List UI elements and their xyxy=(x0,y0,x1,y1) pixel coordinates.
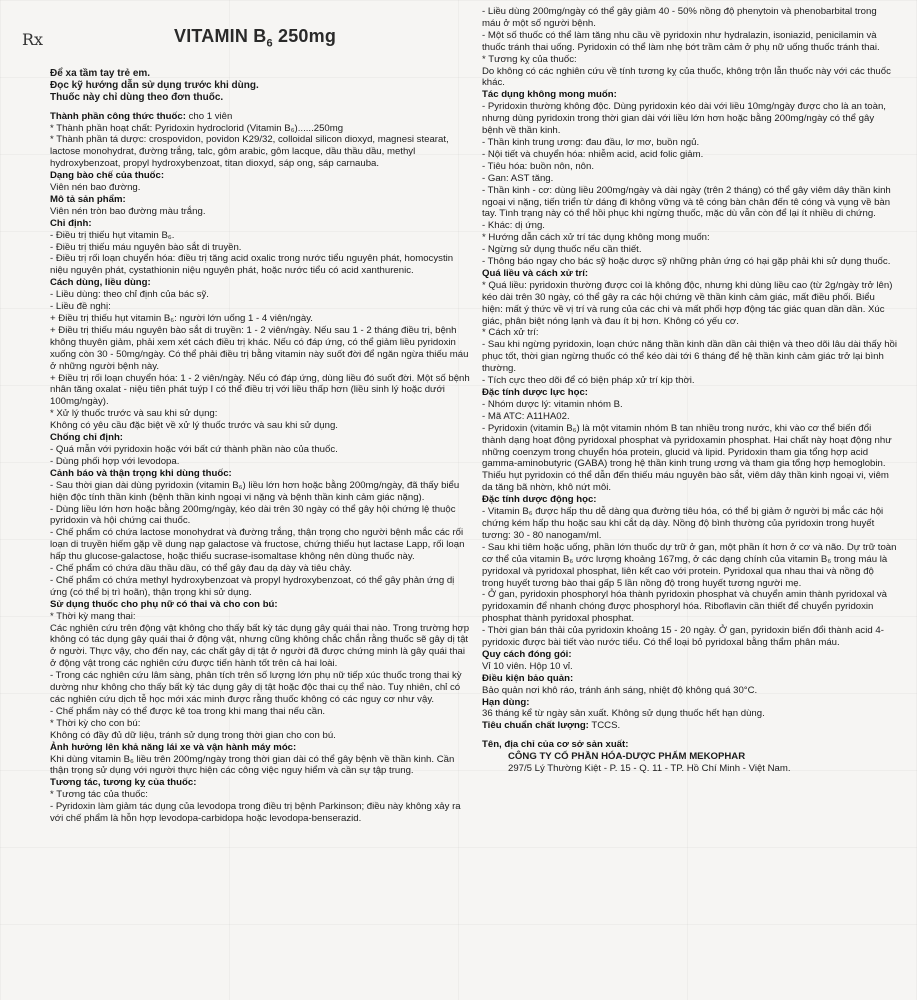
paragraph-text: * Thành phần tá dược: crospovidon, povidon K29/32, colloidal silicon dioxyd, magnesi stearat, lactose monohydrat, đường trắng, talc, gôm arabic, gôm lacque, dầu thầu dầu, methyl hydroxybenzoat, propyl hydroxybenzoat, titan dioxyd, sáp ong, sáp carnauba. xyxy=(50,134,449,170)
section-heading-text: Hạn dùng: xyxy=(482,696,530,708)
paragraph-text: - Tiêu hóa: buồn nôn, nôn. xyxy=(482,160,595,172)
paragraph-text: - Ở gan, pyridoxin phosphoryl hóa thành pyridoxin phosphat và chuyển amin thành pyridoxal và pyridoxamin để nhanh chóng được phosphoryl hóa. Riboflavin cần thiết để chuyển pyridoxin phosphat thành pyridoxal phosphat. xyxy=(482,589,888,625)
section-heading-text: Dạng bào chế của thuốc: xyxy=(50,170,165,182)
paragraph-text: + Điều trị rối loạn chuyển hóa: 1 - 2 viên/ngày. Nếu có đáp ứng, dùng liều đó suốt đời. Một số bệnh nhân tăng oxalat - niệu tiên phát tuýp I có thể điều trị với liều thấp hơn (liều sinh lý hoặc dưới 100mg/ngày). xyxy=(50,372,470,408)
paragraph-text: - Trong các nghiên cứu lâm sàng, phân tích trên số lượng lớn phụ nữ tiếp xúc thuốc trong thai kỳ dường như không cho thấy bất kỳ tác dụng gây dị tật hoặc độc thai cụ thể nào. Tuy nhiên, chỉ có các nghiên cứu dịch tễ học mới xác minh được rằng thuốc không có các nguy cơ như vậy. xyxy=(50,670,462,705)
paragraph-text: - Điều trị rối loạn chuyển hóa: điều trị tăng acid oxalic trong nước tiểu nguyên phát, homocystin niệu nguyên phát, cystathionin niệu nguyên phát, hoặc nước tiểu có acid xanthurenic. xyxy=(50,253,454,277)
paragraph-text: - Pyridoxin thường không độc. Dùng pyridoxin kéo dài với liều 10mg/ngày được cho là an toàn, nhưng dùng pyridoxin trong thời gian dài với liều lớn hơn hoặc bằng 200mg/ngày có thể gây bệnh về thần kinh. xyxy=(482,101,886,137)
section-heading xyxy=(482,494,897,506)
paragraph-text: Không có đầy đủ dữ liệu, tránh sử dụng trong thời gian cho con bú. xyxy=(50,729,336,741)
paragraph-text: - Nhóm dược lý: vitamin nhóm B. xyxy=(482,398,623,410)
section-heading-text: Tác dụng không mong muốn: xyxy=(482,89,617,101)
section-heading xyxy=(482,268,897,280)
section-heading xyxy=(50,468,470,480)
paragraph-text: - Pyridoxin (vitamin B₆) là một vitamin nhóm B tan nhiều trong nước, khi vào cơ thể biến đổi thành dạng hoạt động pyridoxal phosphat và pyridoxamin phosphat. Hai chất này hoạt động như những coenzym trong chuyển hóa protein, glucid và lipid. Pyridoxin tham gia tổng hợp acid gamma-aminobutyric (GABA) trong hệ thần kinh trung ương và tham gia tổng hợp hemoglobin. Thiếu hụt pyridoxin có thể dẫn đến thiếu máu nguyên bào sắt, viêm dây thần kinh ngoại vi, viêm da tăng bã nhờn, khô nứt môi. xyxy=(482,422,892,494)
paragraph-text: Các nghiên cứu trên động vật không cho thấy bất kỳ tác dụng gây quái thai nào. Trong trường hợp không có tác dụng gây quái thai ở động vật, nhưng cũng không chắc chắn rằng thuốc sẽ gây dị tật ở người. Thực vậy, cho đến nay, các chất gây dị tật ở người đã được chứng minh là gây quái thai ở động vật trong các nghiên cứu được tiến hành tốt trên cả hai loài. xyxy=(50,622,470,670)
section-heading-text: Mô tả sản phẩm: xyxy=(50,193,126,205)
paragraph-text: Viên nén bao đường. xyxy=(50,182,141,194)
section-heading xyxy=(482,387,897,399)
paragraph-text: - Tích cực theo dõi để có biện pháp xử trí kịp thời. xyxy=(482,375,695,387)
section-heading xyxy=(50,777,470,789)
paragraph-text: - Nội tiết và chuyển hóa: nhiễm acid, acid folic giảm. xyxy=(482,148,704,160)
paragraph-text: * Hướng dẫn cách xử trí tác dụng không mong muốn: xyxy=(482,232,710,244)
paragraph-text: - Quá mẫn với pyridoxin hoặc với bất cứ thành phần nào của thuốc. xyxy=(50,443,338,455)
paragraph-text: - Vitamin B₆ được hấp thu dễ dàng qua đường tiêu hóa, có thể bị giảm ở người bị mắc các hội chứng kém hấp thu hoặc sau khi cắt dạ dày. Nồng độ bình thường của pyridoxin trong huyết tương: 30 - 80 nanogam/ml. xyxy=(482,506,884,541)
title-subscript: 6 xyxy=(266,37,273,50)
section-heading xyxy=(482,720,897,732)
manufacturer-address: 297/5 Lý Thường Kiệt - P. 15 - Q. 11 - TP. Hồ Chí Minh - Việt Nam. xyxy=(508,763,791,775)
paragraph-text: 36 tháng kể từ ngày sản xuất. Không sử dụng thuốc hết hạn dùng. xyxy=(482,708,765,720)
paragraph-text: Khi dùng vitamin B₆ liều trên 200mg/ngày trong thời gian dài có thể gây bệnh về thần kinh. Cần thận trọng sử dụng với người thực hiện các công việc nguy hiểm và cần sự tập trung. xyxy=(50,753,455,777)
section-heading xyxy=(50,218,470,230)
section-heading-text: Chống chỉ định: xyxy=(50,432,124,444)
section-heading-text: Tiêu chuẩn chất lượng: xyxy=(482,720,589,732)
manufacturer-block xyxy=(482,739,897,775)
paragraph-text: - Ngừng sử dụng thuốc nếu cần thiết. xyxy=(482,244,642,256)
manufacturer-company: CÔNG TY CỔ PHẦN HÓA-DƯỢC PHẨM MEKOPHAR xyxy=(508,751,746,763)
section-heading xyxy=(482,697,897,709)
paragraph-text: - Chế phẩm có chứa lactose monohydrat và đường trắng, thận trọng cho người bệnh mắc các rối loạn di truyền hiếm gặp về dung nạp galactose và fructose, chứng thiếu hụt lactase Lapp, rối loạn hấp thu glucose-galactose, hoặc thiếu sucrase-isomaltase không nên dùng thuốc này. xyxy=(50,527,465,563)
paragraph-text: - Một số thuốc có thể làm tăng nhu cầu về pyridoxin như hydralazin, isoniazid, penicilamin và thuốc tránh thai uống. Pyridoxin có thể làm nhẹ bớt trầm cảm ở phụ nữ uống thuốc tránh thai. xyxy=(482,29,880,53)
paragraph-text: - Gan: AST tăng. xyxy=(482,172,554,184)
section-heading-tail: cho 1 viên xyxy=(185,110,233,122)
paragraph-text: - Liều đề nghị: xyxy=(50,301,111,313)
right-column xyxy=(482,6,897,775)
section-heading xyxy=(50,277,470,289)
section-heading xyxy=(482,89,897,101)
paragraph-text: - Chế phẩm có chứa methyl hydroxybenzoat và propyl hydroxybenzoat, có thể gây phản ứng dị ứng (có thể bị trì hoãn), thận trọng khi sử dụng. xyxy=(50,574,455,598)
section-heading xyxy=(50,599,470,611)
paragraph-text: - Thần kinh trung ương: đau đầu, lơ mơ, buồn ngủ. xyxy=(482,136,700,148)
paragraph-text: Bảo quản nơi khô ráo, tránh ánh sáng, nhiệt độ không quá 30°C. xyxy=(482,684,758,696)
paragraph-text: - Liều dùng: theo chỉ định của bác sỹ. xyxy=(50,289,209,301)
section-heading-text: Tương tác, tương kỵ của thuốc: xyxy=(50,777,197,789)
section-heading-text: Cảnh báo và thận trọng khi dùng thuốc: xyxy=(50,467,232,479)
paragraph-text: + Điều trị thiếu hụt vitamin B₆: người lớn uống 1 - 4 viên/ngày. xyxy=(50,313,313,324)
section-heading xyxy=(50,742,470,754)
paragraph-text: - Dùng phối hợp với levodopa. xyxy=(50,455,180,467)
paragraph-text: - Điều trị thiếu máu nguyên bào sắt di truyền. xyxy=(50,241,242,253)
section-heading-text: Quá liều và cách xử trí: xyxy=(482,267,589,279)
section-heading-text: Cách dùng, liều dùng: xyxy=(50,277,151,289)
paragraph-text: + Điều trị thiếu máu nguyên bào sắt di truyền: 1 - 2 viên/ngày. Nếu sau 1 - 2 tháng điều trị, bệnh không thuyên giảm, phải xem xét cách điều trị khác. Nếu có đáp ứng, có thể giảm liều pyridoxin xuống còn 30 - 50mg/ngày. Có thể phải điều trị bằng vitamin này suốt đời để ngăn ngừa thiếu máu ở những người bệnh này. xyxy=(50,324,469,372)
paragraph-text: - Điều trị thiếu hụt vitamin B₆. xyxy=(50,229,175,241)
manufacturer-heading: Tên, địa chỉ của cơ sở sản xuất: xyxy=(482,739,629,751)
title-dose: 250mg xyxy=(272,26,337,46)
paragraph-text: * Cách xử trí: xyxy=(482,327,539,339)
warning-keep-away: Để xa tầm tay trẻ em. xyxy=(50,67,151,79)
title-main: VITAMIN B xyxy=(174,26,267,46)
paragraph-text: - Sau khi ngừng pyridoxin, loạn chức năng thần kinh dần dần cải thiện và theo dõi lâu dài thấy hồi phục tốt, thời gian ngừng thuốc có thể kéo dài tới 6 tháng để hệ thần kinh cảm giác trở lại bình thường. xyxy=(482,339,897,375)
paragraph-text: * Thời kỳ mang thai: xyxy=(50,610,136,622)
paragraph-text: - Sau khi tiêm hoặc uống, phần lớn thuốc dự trữ ở gan, một phần ít hơn ở cơ và não. Dự trữ toàn cơ thể của vitamin B₆ ước lượng khoảng 167mg, ở các dạng chính của vitamin B₆ trong máu là pyridoxal và pyridoxal phosphat, liên kết cao với protein. Pyridoxal qua nhau thai và nồng độ trong huyết tương bào thai gấp 5 lần nồng độ trong huyết tương người mẹ. xyxy=(482,541,897,589)
paragraph-text: - Dùng liều lớn hơn hoặc bằng 200mg/ngày, kéo dài trên 30 ngày có thể gây hội chứng lệ thuộc pyridoxin và hội chứng cai thuốc. xyxy=(50,503,456,527)
section-heading-text: Thành phần công thức thuốc: xyxy=(50,110,186,122)
paragraph-text: * Quá liều: pyridoxin thường được coi là không độc, nhưng khi dùng liều cao (từ 2g/ngày trở lên) kéo dài trên 30 ngày, có thể gây ra các hội chứng về thần kinh cảm giác, mất điều phối. Biểu hiện: mất ý thức về vị trí và rung của các chi và mất phối hợp động tác giác quan dần dần. Xúc giác, phân biệt nóng lạnh và đau ít bị hơn. Không có yếu cơ. xyxy=(482,279,893,327)
section-heading-tail: TCCS. xyxy=(588,720,621,732)
paragraph-text: * Thời kỳ cho con bú: xyxy=(50,717,141,729)
paragraph-text: - Liều dùng 200mg/ngày có thể gây giảm 40 - 50% nồng độ phenytoin và phenobarbital trong máu ở một số người bệnh. xyxy=(482,6,877,29)
paragraph-text: - Thời gian bán thải của pyridoxin khoảng 15 - 20 ngày. Ở gan, pyridoxin biến đổi thành acid 4-pyridoxic được bài tiết vào nước tiểu. Có thể loại bỏ pyridoxal bằng thẩm phân máu. xyxy=(482,625,884,649)
section-heading xyxy=(482,649,897,661)
paragraph-text: * Tương kỵ của thuốc: xyxy=(482,53,577,65)
paragraph-text: Không có yêu cầu đặc biệt về xử lý thuốc trước và sau khi sử dụng. xyxy=(50,420,338,432)
section-heading-text: Quy cách đóng gói: xyxy=(482,648,572,660)
section-heading-text: Chỉ định: xyxy=(50,217,92,229)
section-heading xyxy=(50,194,470,206)
paragraph-text: * Thành phần hoạt chất: Pyridoxin hydroclorid (Vitamin B₆)......250mg xyxy=(50,122,344,134)
paragraph-text: - Chế phẩm có chứa dầu thầu dầu, có thể gây đau dạ dày và tiêu chảy. xyxy=(50,563,352,575)
paragraph-text: - Sau thời gian dài dùng pyridoxin (vitamin B₆) liều lớn hơn hoặc bằng 200mg/ngày, đã thấy biểu hiện độc tính thần kinh (bệnh thần kinh ngoại vi nặng và bệnh thần kinh cảm giác nặng). xyxy=(50,479,460,503)
section-heading xyxy=(482,673,897,685)
paragraph-text: - Thần kinh - cơ: dùng liều 200mg/ngày và dài ngày (trên 2 tháng) có thể gây viêm dây thần kinh ngoại vi nặng, tiến triển từ dáng đi không vững và tê cóng bàn chân đến tê cóng và vụng về bàn tay. Tình trạng này có thể hồi phục khi ngừng thuốc, mặc dù vẫn còn để lại ít nhiều di chứng. xyxy=(482,184,891,220)
paragraph-text: Do không có các nghiên cứu về tính tương kỵ của thuốc, không trộn lẫn thuốc này với các thuốc khác. xyxy=(482,65,891,89)
warning-prescription-only: Thuốc này chỉ dùng theo đơn thuốc. xyxy=(50,91,224,103)
paragraph-text: - Pyridoxin làm giảm tác dụng của levodopa trong điều trị bệnh Parkinson; điều này không xảy ra với chế phẩm là hỗn hợp levodopa-carbidopa hoặc levodopa-benserazid. xyxy=(50,801,461,825)
paragraph-text: - Khác: dị ứng. xyxy=(482,220,545,232)
rx-symbol: Rx xyxy=(22,30,44,49)
section-heading xyxy=(50,111,470,123)
section-heading xyxy=(50,170,470,182)
warning-read-instructions: Đọc kỹ hướng dẫn sử dụng trước khi dùng. xyxy=(50,79,259,91)
right-column-body xyxy=(482,6,897,732)
paragraph-text: - Mã ATC: A11HA02. xyxy=(482,410,570,422)
section-heading xyxy=(50,432,470,444)
paragraph-text: * Xử lý thuốc trước và sau khi sử dụng: xyxy=(50,408,218,420)
section-heading-text: Điều kiện bảo quản: xyxy=(482,672,574,684)
paragraph-text: - Thông báo ngay cho bác sỹ hoặc dược sỹ những phản ứng có hại gặp phải khi sử dụng thuốc. xyxy=(482,256,891,268)
section-heading-text: Sử dụng thuốc cho phụ nữ có thai và cho con bú: xyxy=(50,598,278,610)
paragraph-text: Viên nén tròn bao đường màu trắng. xyxy=(50,205,206,217)
left-column-body xyxy=(50,111,470,825)
left-column xyxy=(50,6,470,825)
product-title xyxy=(174,26,470,54)
section-heading-text: Đặc tính dược động học: xyxy=(482,494,597,506)
section-heading-text: Đặc tính dược lực học: xyxy=(482,387,589,398)
paragraph-text: Vỉ 10 viên. Hộp 10 vỉ. xyxy=(482,660,573,672)
section-heading-text: Ảnh hưởng lên khả năng lái xe và vận hành máy móc: xyxy=(50,741,297,753)
paragraph-text: * Tương tác của thuốc: xyxy=(50,789,148,801)
paragraph-text: - Chế phẩm này có thể được kê toa trong khi mang thai nếu cần. xyxy=(50,705,326,717)
